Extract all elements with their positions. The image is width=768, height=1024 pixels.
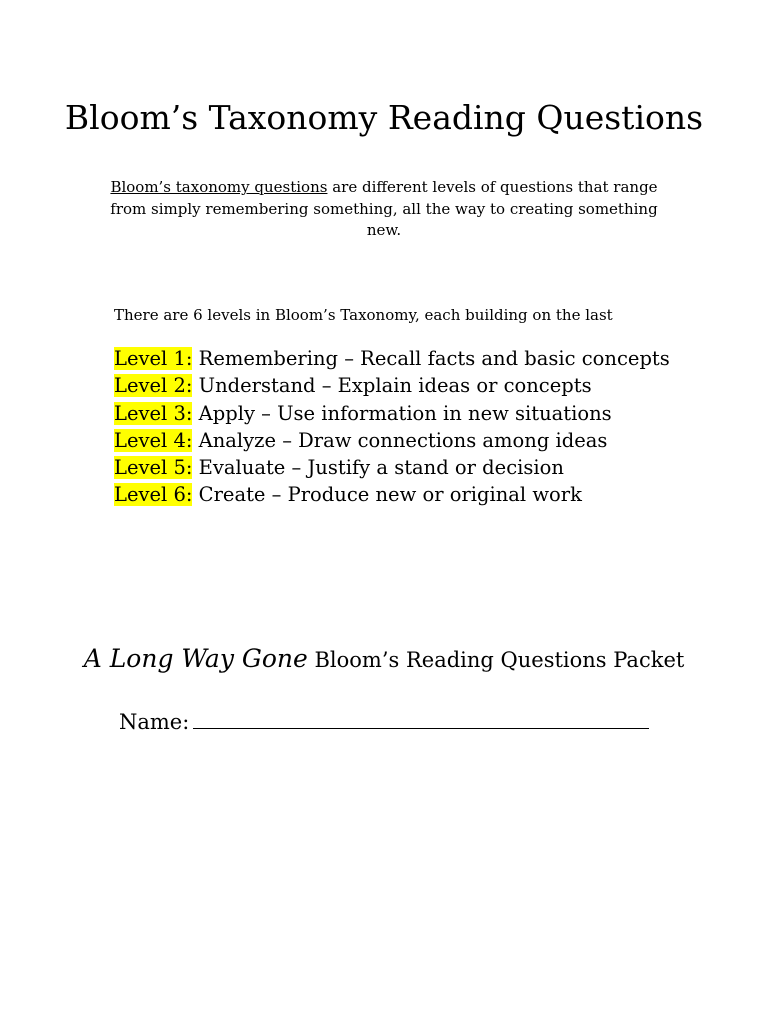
name-blank-line xyxy=(193,706,649,729)
level-row xyxy=(114,427,670,454)
level-text: Apply – Use information in new situations xyxy=(192,401,612,425)
book-title: A Long Way Gone xyxy=(83,644,308,673)
level-label: Level 2: xyxy=(114,374,193,398)
levels-intro: There are 6 levels in Bloom’s Taxonomy, each building on the last xyxy=(114,306,613,324)
level-row xyxy=(114,481,670,508)
level-row xyxy=(114,372,670,399)
level-label: Level 4: xyxy=(114,428,193,452)
intro-text: are different levels of questions that range from simply remembering something, all the way to creating something new. xyxy=(110,178,658,239)
page-title: Bloom’s Taxonomy Reading Questions xyxy=(64,98,704,137)
level-text: Analyze – Draw connections among ideas xyxy=(192,428,608,452)
packet-subtitle: Bloom’s Reading Questions Packet xyxy=(307,648,685,672)
levels-list xyxy=(114,345,670,509)
level-label: Level 6: xyxy=(114,483,193,507)
name-row xyxy=(119,706,649,737)
packet-title xyxy=(0,640,768,681)
level-label: Level 5: xyxy=(114,456,193,480)
level-text: Create – Produce new or original work xyxy=(192,483,582,507)
level-text: Evaluate – Justify a stand or decision xyxy=(192,456,564,480)
level-text: Remembering – Recall facts and basic concepts xyxy=(192,347,670,370)
name-label: Name: xyxy=(119,710,190,734)
level-row xyxy=(114,345,670,372)
level-label: Level 1: xyxy=(114,347,193,370)
level-row xyxy=(114,454,670,481)
level-row xyxy=(114,400,670,427)
intro-paragraph xyxy=(108,177,660,242)
level-text: Understand – Explain ideas or concepts xyxy=(192,374,592,398)
intro-term: Bloom’s taxonomy questions xyxy=(110,178,328,196)
level-label: Level 3: xyxy=(114,401,193,425)
